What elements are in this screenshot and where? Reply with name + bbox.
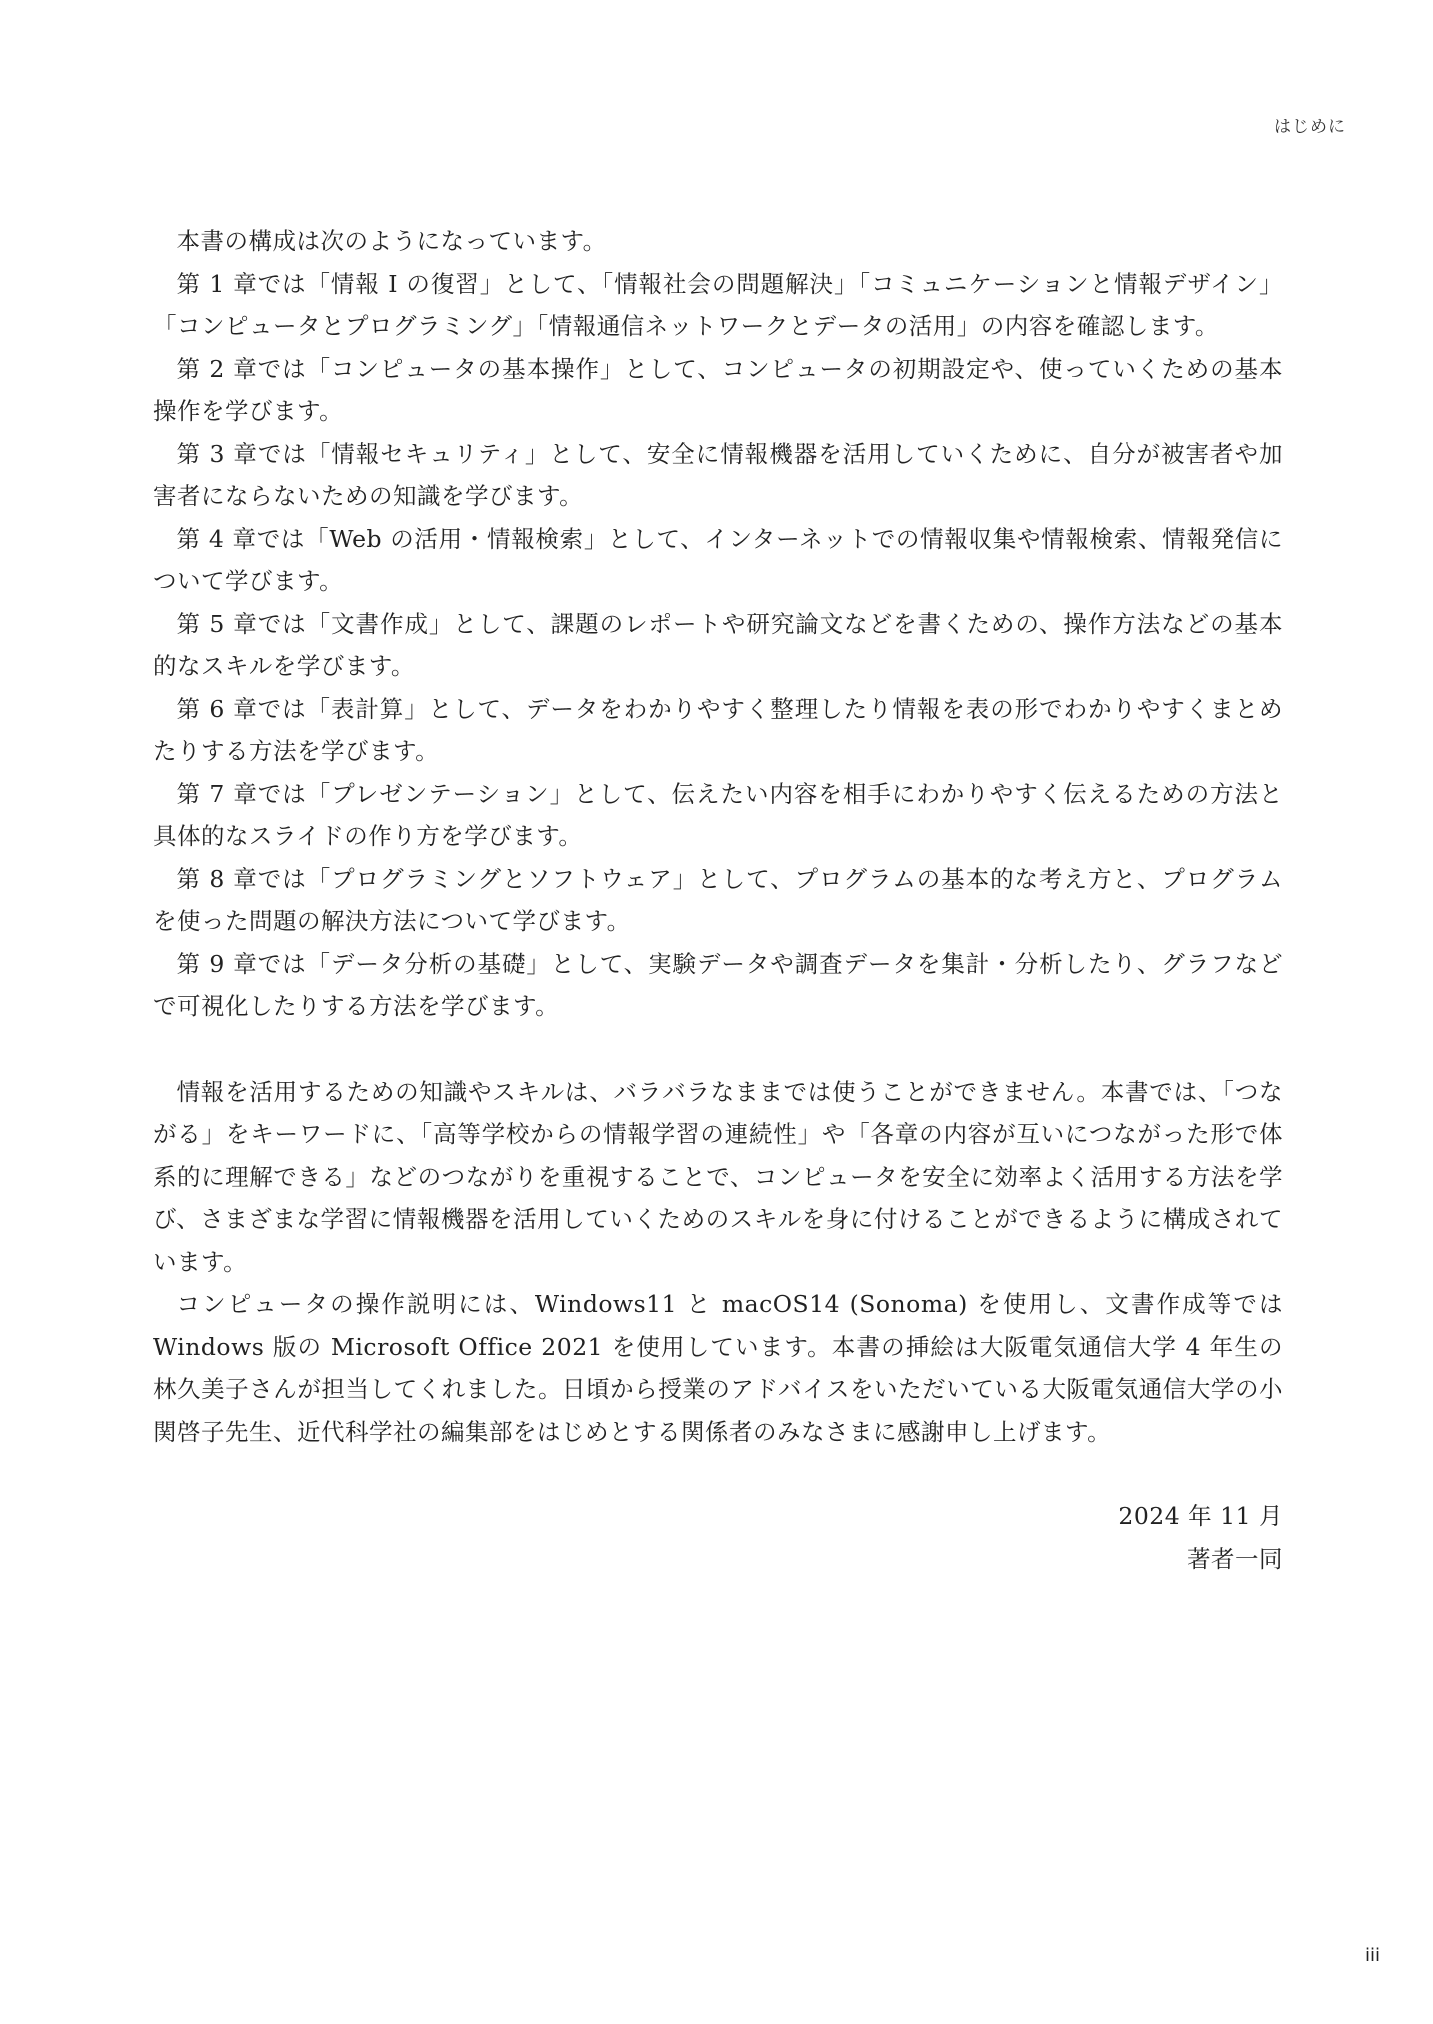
- paragraph: 第 1 章では「情報 I の復習」として、「情報社会の問題解決」「コミュニケーションと情報デザイン」「コンピュータとプログラミング」「情報通信ネットワークとデータの活用」の内容を確認します。: [153, 269, 1283, 340]
- paragraph: 第 5 章では「文書作成」として、課題のレポートや研究論文などを書くための、操作方法などの基本的なスキルを学びます。: [153, 609, 1283, 680]
- paragraph: 第 3 章では「情報セキュリティ」として、安全に情報機器を活用していくために、自分が被害者や加害者にならないための知識を学びます。: [153, 439, 1283, 510]
- running-header: はじめに: [1274, 117, 1346, 137]
- paragraph: 本書の構成は次のようになっています。: [176, 227, 607, 255]
- section-gap: [153, 1028, 1283, 1071]
- closing-remarks: [153, 1071, 1283, 1454]
- paragraph: 第 4 章では「Web の活用・情報検索」として、インターネットでの情報収集や情報検索、情報発信について学びます。: [153, 524, 1283, 595]
- paragraph: 第 8 章では「プログラミングとソフトウェア」として、プログラムの基本的な考え方と、プログラムを使った問題の解決方法について学びます。: [153, 864, 1283, 935]
- paragraph: 第 6 章では「表計算」として、データをわかりやすく整理したり情報を表の形でわかりやすくまとめたりする方法を学びます。: [153, 694, 1283, 765]
- paragraph: 情報を活用するための知識やスキルは、バラバラなままでは使うことができません。本書では、「つながる」をキーワードに、「高等学校からの情報学習の連続性」や「各章の内容が互いにつながった形で体系的に理解できる」などのつながりを重視することで、コンピュータを安全に効率よく活用する方法を学び、さまざまな学習に情報機器を活用していくためのスキルを身に付けることができるように構成されています。: [153, 1077, 1283, 1276]
- signature-author: 著者一同: [1187, 1544, 1283, 1573]
- signature-block: [153, 1495, 1283, 1580]
- page-body: [153, 220, 1283, 1580]
- paragraph: コンピュータの操作説明には、Windows11 と macOS14 (Sonoma) を使用し、文書作成等では Windows 版の Microsoft Office 2021 を使用しています。本書の挿絵は大阪電気通信大学 4 年生の林久美子さんが担当してくれました。日頃から授業のアドバイスをいただいている大阪電気通信大学の小関啓子先生、近代科学社の編集部をはじめとする関係者のみなさまに感謝申し上げます。: [153, 1290, 1283, 1446]
- page-number: iii: [1364, 1945, 1380, 1966]
- paragraph: 第 9 章では「データ分析の基礎」として、実験データや調査データを集計・分析したり、グラフなどで可視化したりする方法を学びます。: [153, 949, 1283, 1020]
- signature-date: 2024 年 11 月: [1118, 1502, 1283, 1530]
- chapter-overview: [153, 220, 1283, 1028]
- paragraph: 第 2 章では「コンピュータの基本操作」として、コンピュータの初期設定や、使っていくための基本操作を学びます。: [153, 354, 1283, 425]
- paragraph: 第 7 章では「プレゼンテーション」として、伝えたい内容を相手にわかりやすく伝えるための方法と具体的なスライドの作り方を学びます。: [153, 779, 1283, 850]
